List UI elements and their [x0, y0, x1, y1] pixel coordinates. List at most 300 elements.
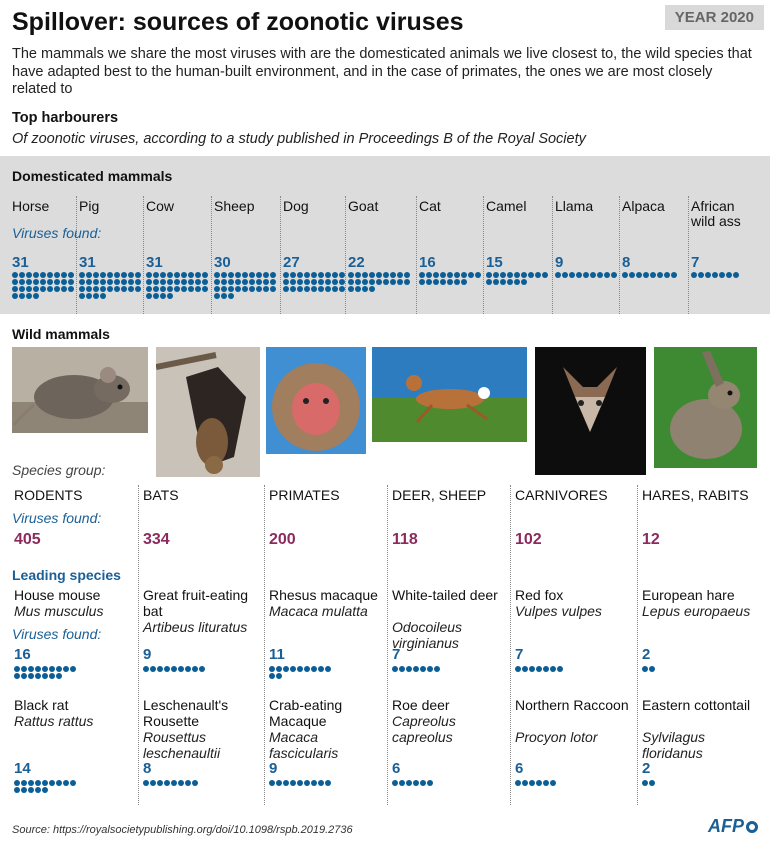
- domestic-dot: [290, 279, 296, 285]
- species-dot: [536, 666, 542, 672]
- domestic-column: [416, 196, 483, 314]
- domestic-dot: [188, 286, 194, 292]
- domestic-dot: [242, 279, 248, 285]
- domestic-dot: [256, 279, 262, 285]
- domestic-dots: [419, 272, 482, 285]
- domestic-dot: [195, 286, 201, 292]
- species-dot: [164, 666, 170, 672]
- species-count: 2: [642, 760, 651, 777]
- domestic-dot: [33, 279, 39, 285]
- domestic-dot: [100, 286, 106, 292]
- fox-photo: [535, 347, 646, 475]
- domestic-name: Cow: [146, 198, 175, 214]
- domestic-dot: [447, 272, 453, 278]
- domestic-dots: [622, 272, 685, 278]
- hare-photo: [654, 347, 757, 468]
- species-dot: [157, 780, 163, 786]
- species-dot: [56, 673, 62, 679]
- domestic-dots: [214, 272, 277, 299]
- domestic-dot: [128, 272, 134, 278]
- species-count: 9: [269, 760, 278, 777]
- species-dot: [63, 666, 69, 672]
- domestic-dot: [493, 279, 499, 285]
- species-count: 2: [642, 646, 651, 663]
- species-dot: [399, 666, 405, 672]
- species-name: Great fruit-eating bat: [143, 587, 249, 619]
- group-count: 200: [269, 531, 296, 548]
- species-dot: [14, 780, 20, 786]
- domestic-dot: [383, 272, 389, 278]
- afp-logo-text: AFP: [708, 816, 744, 836]
- species-name: House mouse: [14, 587, 101, 603]
- domestic-dot: [535, 272, 541, 278]
- domestic-dot: [318, 286, 324, 292]
- domestic-name: Cat: [419, 198, 441, 214]
- domestic-dot: [311, 279, 317, 285]
- domestic-dot: [93, 272, 99, 278]
- domestic-name: Alpaca: [622, 198, 665, 214]
- domestic-dot: [263, 272, 269, 278]
- domestic-dot: [228, 293, 234, 299]
- leading-viruses-label: Viruses found:: [12, 626, 102, 642]
- domestic-dot: [270, 272, 276, 278]
- domestic-dot: [249, 286, 255, 292]
- group-name: HARES, RABITS: [642, 487, 749, 503]
- bat-photo: [156, 347, 260, 477]
- domestic-count: 7: [691, 254, 700, 271]
- domestic-dot: [153, 272, 159, 278]
- species-latin: Capreolus capreolus: [392, 713, 456, 745]
- domestic-dot: [521, 272, 527, 278]
- domestic-dot: [160, 279, 166, 285]
- domestic-dot: [348, 286, 354, 292]
- species-dot: [171, 780, 177, 786]
- species-latin: Rousettus leschenaultii: [143, 729, 221, 761]
- species-dot: [325, 780, 331, 786]
- domestic-dot: [235, 286, 241, 292]
- domestic-column: [10, 196, 76, 314]
- species-dot: [311, 666, 317, 672]
- domestic-dot: [19, 293, 25, 299]
- species-latin: Procyon lotor: [515, 729, 598, 745]
- species-dots: [515, 666, 578, 672]
- domestic-dot: [332, 286, 338, 292]
- group-count: 334: [143, 531, 170, 548]
- species-dot: [35, 666, 41, 672]
- group-name: RODENTS: [14, 487, 83, 503]
- domestic-dot: [650, 272, 656, 278]
- species-name: Northern Raccoon: [515, 697, 629, 713]
- domestic-dot: [369, 286, 375, 292]
- species-latin: Macaca fascicularis: [269, 729, 339, 761]
- domestic-dot: [500, 279, 506, 285]
- group-name: BATS: [143, 487, 179, 503]
- species-dot: [304, 666, 310, 672]
- domestic-dot: [153, 293, 159, 299]
- species-dot: [642, 780, 648, 786]
- domestic-dot: [181, 286, 187, 292]
- domestic-name: Horse: [12, 198, 50, 214]
- species-latin: Vulpes vulpes: [515, 603, 602, 619]
- domestic-name: Dog: [283, 198, 309, 214]
- species-name: Rhesus macaque: [269, 587, 378, 603]
- species-dot: [325, 666, 331, 672]
- species-name: Red fox: [515, 587, 564, 603]
- domestic-dot: [369, 272, 375, 278]
- species-dot: [185, 666, 191, 672]
- domestic-dot: [419, 279, 425, 285]
- domestic-dot: [26, 293, 32, 299]
- species-dot: [276, 666, 282, 672]
- domestic-dot: [12, 286, 18, 292]
- species-dot: [70, 666, 76, 672]
- wild-column: [510, 485, 637, 805]
- species-dot: [63, 780, 69, 786]
- domestic-count: 22: [348, 254, 365, 271]
- domestic-dot: [68, 286, 74, 292]
- domestic-dot: [228, 279, 234, 285]
- domestic-dot: [297, 286, 303, 292]
- species-dot: [42, 787, 48, 793]
- domestic-dot: [26, 286, 32, 292]
- domestic-dot: [100, 272, 106, 278]
- domestic-dot: [486, 279, 492, 285]
- domestic-dot: [376, 272, 382, 278]
- domestic-dot: [426, 272, 432, 278]
- domestic-dot: [153, 279, 159, 285]
- domestic-dot: [235, 279, 241, 285]
- domestic-column: [76, 196, 143, 314]
- domestic-dot: [128, 279, 134, 285]
- species-count: 11: [269, 646, 285, 663]
- species-dot: [529, 666, 535, 672]
- species-dot: [28, 780, 34, 786]
- domestic-dot: [468, 272, 474, 278]
- intro-text: The mammals we share the most viruses with are the domesticated animals we live closest to, the wild species that have adapted best to the human-built environment, and in the case of primates, the ones we are most closely related to: [12, 46, 752, 97]
- domestic-dot: [390, 279, 396, 285]
- domestic-dot: [167, 272, 173, 278]
- domestic-dot: [514, 272, 520, 278]
- species-dot: [290, 666, 296, 672]
- species-dot: [413, 780, 419, 786]
- domestic-dot: [528, 272, 534, 278]
- domestic-column: [552, 196, 619, 314]
- domestic-dot: [297, 279, 303, 285]
- domestic-dot: [214, 272, 220, 278]
- species-dot: [35, 780, 41, 786]
- species-dot: [311, 780, 317, 786]
- domestic-dot: [643, 272, 649, 278]
- domestic-dot: [691, 272, 697, 278]
- species-dot: [392, 666, 398, 672]
- domestic-dot: [33, 272, 39, 278]
- domestic-dots: [691, 272, 754, 278]
- species-dot: [269, 780, 275, 786]
- domestic-dot: [590, 272, 596, 278]
- species-dot: [178, 780, 184, 786]
- species-name: Black rat: [14, 697, 69, 713]
- wild-viruses-label: Viruses found:: [12, 510, 102, 526]
- domestic-dot: [383, 279, 389, 285]
- domestic-dot: [304, 279, 310, 285]
- domestic-dots: [79, 272, 142, 299]
- domestic-dot: [26, 279, 32, 285]
- domestic-name: Sheep: [214, 198, 255, 214]
- domestic-dot: [270, 279, 276, 285]
- domestic-dot: [249, 279, 255, 285]
- domestic-dot: [12, 293, 18, 299]
- domestic-dot: [433, 279, 439, 285]
- species-dot: [434, 666, 440, 672]
- group-name: PRIMATES: [269, 487, 340, 503]
- species-count: 9: [143, 646, 152, 663]
- domestic-dot: [671, 272, 677, 278]
- domestic-dot: [114, 279, 120, 285]
- species-dots: [269, 780, 332, 786]
- domestic-dot: [355, 272, 361, 278]
- domestic-name: Goat: [348, 198, 379, 214]
- domesticated-panel: [0, 156, 770, 314]
- species-dot: [529, 780, 535, 786]
- domestic-dot: [54, 286, 60, 292]
- domestic-dot: [61, 286, 67, 292]
- species-dot: [318, 666, 324, 672]
- species-dot: [143, 666, 149, 672]
- domestic-dot: [221, 279, 227, 285]
- domestic-count: 31: [146, 254, 163, 271]
- species-dot: [199, 666, 205, 672]
- species-name: White-tailed deer: [392, 587, 498, 603]
- domestic-name: African wild ass: [691, 198, 741, 229]
- species-dots: [392, 666, 455, 672]
- domestic-dot: [362, 286, 368, 292]
- species-dot: [276, 780, 282, 786]
- domestic-dot: [507, 272, 513, 278]
- species-dot: [42, 673, 48, 679]
- domestic-dot: [433, 272, 439, 278]
- domestic-dot: [283, 272, 289, 278]
- species-latin: Sylvilagus floridanus: [642, 729, 706, 761]
- species-dot: [392, 780, 398, 786]
- domestic-dot: [86, 293, 92, 299]
- group-count: 12: [642, 531, 660, 548]
- species-latin: Odocoileus virginianus: [392, 619, 463, 651]
- domestic-dot: [629, 272, 635, 278]
- domestic-dot: [54, 279, 60, 285]
- domestic-dot: [214, 293, 220, 299]
- species-dot: [297, 780, 303, 786]
- species-dot: [42, 780, 48, 786]
- species-dot: [276, 673, 282, 679]
- domestic-dot: [12, 272, 18, 278]
- domestic-dot: [221, 272, 227, 278]
- wild-title: Wild mammals: [12, 326, 110, 342]
- species-name: Leschenault's Rousette: [143, 697, 229, 729]
- domestic-dots: [146, 272, 209, 299]
- domestic-dot: [135, 279, 141, 285]
- species-dot: [550, 780, 556, 786]
- species-count: 6: [392, 760, 401, 777]
- domestic-dots: [283, 272, 346, 292]
- group-count: 118: [392, 531, 418, 548]
- domestic-dot: [493, 272, 499, 278]
- domestic-dot: [121, 286, 127, 292]
- domestic-dot: [249, 272, 255, 278]
- domestic-dot: [40, 272, 46, 278]
- species-dot: [557, 666, 563, 672]
- afp-logo-icon: [746, 821, 758, 833]
- domestic-dots: [555, 272, 618, 278]
- domestic-column: [211, 196, 280, 314]
- species-dots: [642, 780, 705, 786]
- domestic-dot: [47, 279, 53, 285]
- species-dot: [283, 666, 289, 672]
- domestic-dot: [733, 272, 739, 278]
- domestic-dot: [562, 272, 568, 278]
- species-group-label: Species group:: [12, 462, 106, 478]
- wild-column: [387, 485, 510, 805]
- domestic-dot: [397, 279, 403, 285]
- species-dot: [522, 780, 528, 786]
- domestic-dot: [19, 279, 25, 285]
- domestic-dot: [107, 272, 113, 278]
- afp-logo: [708, 816, 758, 837]
- species-count: 7: [515, 646, 524, 663]
- species-dot: [304, 780, 310, 786]
- species-dots: [14, 780, 77, 793]
- domestic-dot: [12, 279, 18, 285]
- domestic-dot: [461, 279, 467, 285]
- domestic-dot: [181, 279, 187, 285]
- domestic-dot: [597, 272, 603, 278]
- species-dot: [185, 780, 191, 786]
- domestic-dot: [114, 286, 120, 292]
- species-dot: [406, 780, 412, 786]
- domestic-column: [483, 196, 552, 314]
- rodent-photo: [12, 347, 148, 433]
- species-dot: [550, 666, 556, 672]
- domestic-dot: [325, 286, 331, 292]
- domestic-column: [688, 196, 770, 314]
- species-dot: [283, 780, 289, 786]
- domestic-dot: [79, 293, 85, 299]
- domestic-dot: [54, 272, 60, 278]
- domestic-count: 27: [283, 254, 300, 271]
- domestic-dot: [121, 272, 127, 278]
- domestic-dot: [369, 279, 375, 285]
- species-count: 16: [14, 646, 31, 663]
- domestic-dot: [325, 279, 331, 285]
- domestic-dot: [461, 272, 467, 278]
- domestic-count: 8: [622, 254, 631, 271]
- domestic-dot: [93, 286, 99, 292]
- domestic-dot: [167, 286, 173, 292]
- species-dot: [649, 780, 655, 786]
- species-dot: [515, 780, 521, 786]
- domestic-dot: [174, 286, 180, 292]
- domestic-dot: [228, 272, 234, 278]
- domestic-dot: [33, 286, 39, 292]
- domestic-dot: [86, 272, 92, 278]
- domestic-dot: [440, 279, 446, 285]
- domestic-count: 15: [486, 254, 503, 271]
- primate-photo: [266, 347, 366, 454]
- domestic-dot: [146, 293, 152, 299]
- species-dot: [192, 780, 198, 786]
- domestic-dot: [297, 272, 303, 278]
- domestic-dot: [636, 272, 642, 278]
- domestic-dot: [221, 293, 227, 299]
- group-name: DEER, SHEEP: [392, 487, 487, 503]
- domestic-dot: [404, 272, 410, 278]
- domestic-dot: [47, 286, 53, 292]
- species-dot: [164, 780, 170, 786]
- domesticated-title: Domesticated mammals: [12, 168, 173, 184]
- species-dot: [35, 673, 41, 679]
- species-latin: Artibeus lituratus: [143, 619, 248, 635]
- domestic-dot: [332, 279, 338, 285]
- domestic-dot: [40, 286, 46, 292]
- species-dot: [269, 673, 275, 679]
- domestic-dot: [202, 272, 208, 278]
- domestic-dot: [569, 272, 575, 278]
- domestic-dot: [47, 272, 53, 278]
- page-title: Spillover: sources of zoonotic viruses: [12, 8, 464, 36]
- domestic-dot: [86, 286, 92, 292]
- domestic-dot: [348, 272, 354, 278]
- domestic-dot: [214, 286, 220, 292]
- species-dot: [297, 666, 303, 672]
- domestic-dot: [160, 272, 166, 278]
- domestic-dot: [174, 272, 180, 278]
- domestic-dot: [146, 279, 152, 285]
- domestic-count: 30: [214, 254, 231, 271]
- species-dots: [642, 666, 705, 672]
- group-count: 102: [515, 531, 542, 548]
- domestic-dot: [79, 279, 85, 285]
- domestic-dot: [107, 279, 113, 285]
- domestic-dot: [712, 272, 718, 278]
- domestic-dot: [242, 272, 248, 278]
- domestic-dot: [270, 286, 276, 292]
- domestic-dot: [290, 272, 296, 278]
- domestic-dot: [664, 272, 670, 278]
- domestic-dot: [221, 286, 227, 292]
- domestic-dot: [362, 272, 368, 278]
- species-dot: [318, 780, 324, 786]
- domestic-dot: [355, 279, 361, 285]
- species-dot: [150, 780, 156, 786]
- domestic-dot: [153, 286, 159, 292]
- domestic-dot: [160, 286, 166, 292]
- domestic-dot: [290, 286, 296, 292]
- domestic-dots: [486, 272, 549, 285]
- domestic-dot: [33, 293, 39, 299]
- domestic-column: [345, 196, 416, 314]
- domestic-dot: [61, 272, 67, 278]
- domesticated-viruses-label: Viruses found:: [12, 225, 102, 241]
- domestic-dot: [79, 272, 85, 278]
- source-note: Source: https://royalsocietypublishing.org/doi/10.1098/rspb.2019.2736: [12, 824, 353, 836]
- domestic-dot: [256, 272, 262, 278]
- domestic-dot: [68, 279, 74, 285]
- domestic-column: [143, 196, 211, 314]
- species-dots: [14, 666, 77, 679]
- domestic-dot: [355, 286, 361, 292]
- domestic-count: 9: [555, 254, 564, 271]
- domestic-dot: [486, 272, 492, 278]
- domestic-dot: [304, 286, 310, 292]
